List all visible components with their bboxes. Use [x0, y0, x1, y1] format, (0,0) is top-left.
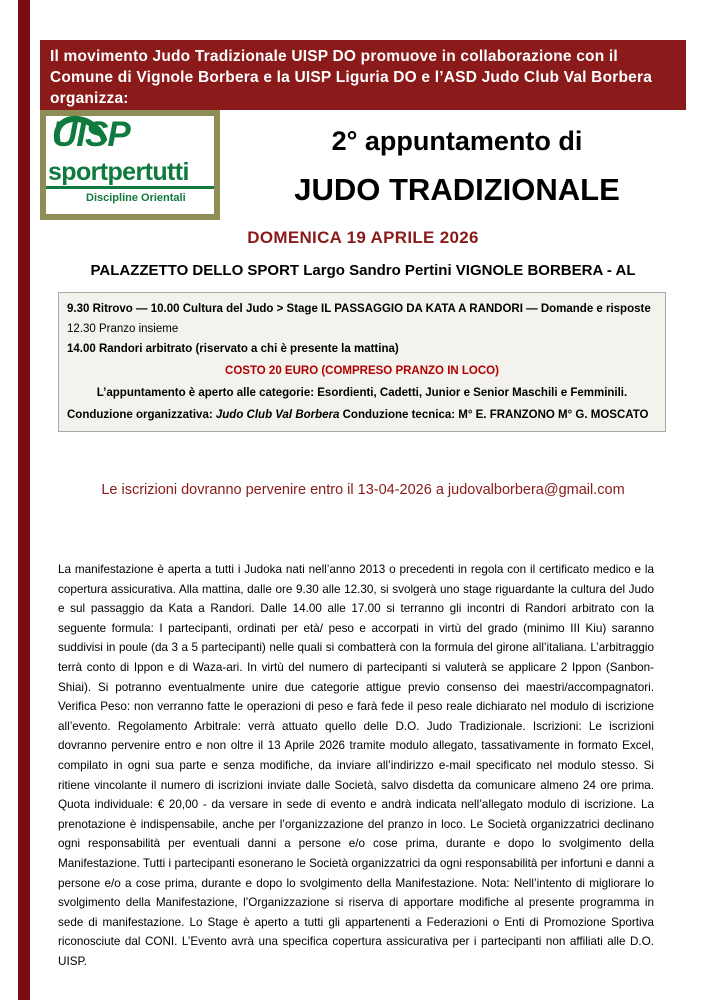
discipline-orientali-label: Discipline Orientali: [86, 192, 186, 204]
program-row-randori: 14.00 Randori arbitrato (riservato a chi è presente la mattina): [67, 343, 399, 355]
body-paragraph: La manifestazione è aperta a tutti i Judoka nati nell’anno 2013 o precedenti in regola con il certificato medico e la copertura assicurativa. Alla mattina, dalle ore 9.30 alle 12.30, si svolgerà uno stage riguardante la cultura del Judo e sul passaggio da Kata a Randori. Dalle 14.00 alle 17.00 si terranno gli incontri di Randori arbitrato con la seguente formula: I partecipanti, ordinati per età/ peso e accorpati in virtù del grado (minimo III Kiu) saranno suddivisi in poule (da 3 a 5 partecipanti) nelle quali si combatterà con la formula del girone all’italiana. L’arbitraggio terrà conto di Ippon e di Waza-ari. In virtù del numero di partecipanti si valuterà se applicare 2 Ippon (Sanbon- Shiai). Si potranno eventualmente unire due categorie attigue previo consenso dei maestri/accompagnatori. Verifica Peso: non verranno fatte le operazioni di peso e farà fede il peso reale dichiarato nel modulo di iscrizione all’evento. Regolamento Arbitrale: verrà attuato quello delle D.O. Judo Tradizionale. Iscrizioni: Le iscrizioni dovranno pervenire entro e non oltre il 13 Aprile 2026 tramite modulo allegato, tassativamente in formato Excel, compilato in ogni sua parte e senza modifiche, da inviare all’indirizzo e-mail specificato nel modulo stesso. Si ritiene vincolante il numero di iscrizioni inviate dalle Società, salvo disdetta da comunicare almeno 24 ore prima. Quota individuale: € 20,00 - da versare in sede di evento e andrà indicata nell’allegato modulo di iscrizione. La prenotazione è indispensabile, anche per l’organizzazione del pranzo in loco. Le Società organizzatrici declinano ogni responsabilità per eventuali danni a persone e/o cose prima, durante e dopo lo svolgimento della Manifestazione. Tutti i partecipanti esonerano le Società organizzatrici da ogni responsabilità per infortuni e danni a persone e/o a cose prima, durante e dopo lo svolgimento della Manifestazione. Nota: Nell’intento di migliorare lo svolgimento della Manifestazione, l’Organizzazione si riserva di apportare modifiche al presente programma in sede di manifestazione. Lo Stage è aperto a tutti gli appartenenti a Federazioni o Enti di Promozione Sportiva riconosciute dal CONI. L’Evento avrà una specifica copertura assicurativa per i partecipanti non affiliati alle D.O. UISP.: [58, 563, 654, 968]
sportpertutti-wordmark: sportpertutti: [48, 158, 189, 186]
program-cost: COSTO 20 EURO (COMPRESO PRANZO IN LOCO): [225, 365, 499, 377]
promo-text: Il movimento Judo Tradizionale UISP DO promuove in collaborazione con il Comune di Vignole Borbera e la UISP Liguria DO e l’ASD Judo Club Val Borbera organizza:: [50, 48, 653, 107]
uisp-wordmark: UISP: [52, 115, 130, 154]
conduzione-prefix: Conduzione organizzativa:: [67, 409, 216, 421]
program-row-morning: 9.30 Ritrovo — 10.00 Cultura del Judo > Stage IL PASSAGGIO DA KATA A RANDORI — Domande e risposte: [67, 303, 651, 315]
page-title: JUDO TRADIZIONALE: [294, 172, 620, 207]
signup-deadline: Le iscrizioni dovranno pervenire entro il 13-04-2026 a judovalborbera@gmail.com: [101, 482, 625, 498]
conduzione-club: Judo Club Val Borbera: [215, 409, 340, 421]
event-venue: PALAZZETTO DELLO SPORT Largo Sandro Pertini VIGNOLE BORBERA - AL: [90, 262, 636, 279]
program-categories: L’appuntamento è aperto alle categorie: Esordienti, Cadetti, Junior e Senior Maschili e Femminili.: [96, 387, 628, 399]
conduzione-suffix: Conduzione tecnica: M° E. FRANZONO M° G. MOSCATO: [339, 409, 649, 421]
program-box: [58, 292, 666, 432]
program-row-lunch: 12.30 Pranzo insieme: [67, 323, 179, 335]
appointment-title: 2° appuntamento di: [331, 126, 583, 156]
left-accent-bar: [18, 0, 30, 1000]
event-date: DOMENICA 19 APRILE 2026: [247, 228, 479, 247]
program-conduzione: [59, 403, 665, 423]
